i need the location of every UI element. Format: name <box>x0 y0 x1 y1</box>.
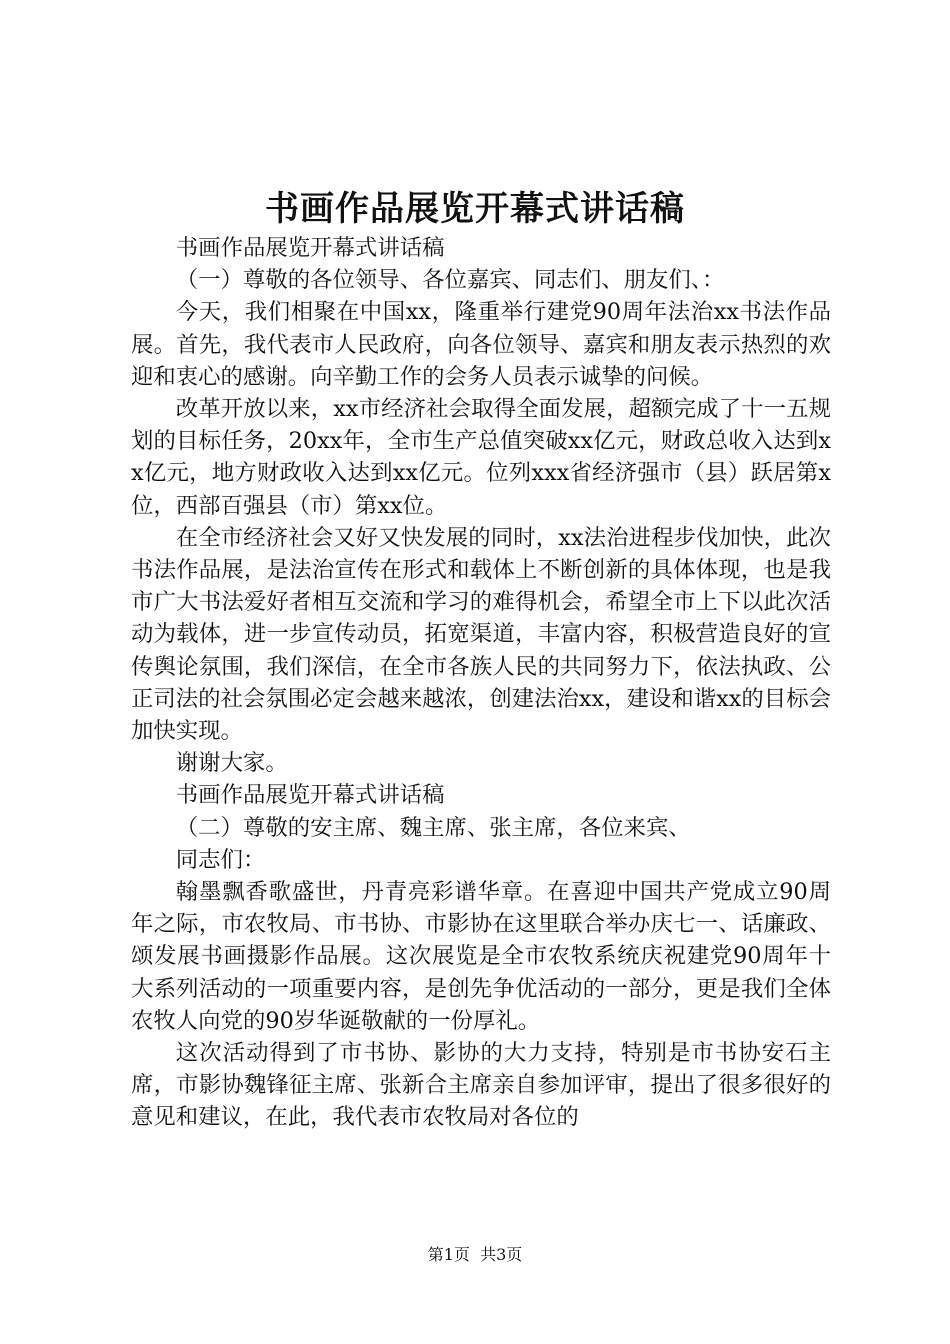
paragraph: 同志们： <box>175 846 266 873</box>
paragraph: 在全市经济社会又好又快发展的同时，xx法治进程步伐加快，此次书法作品展，是法治宣传在形式和载体上不断创新的具体体现，也是我市广大书法爱好者相互交流和学习的难得机会，希望全市上下以此次活动为载体，进一步宣传动员，拓宽渠道，丰富内容，积极营造良好的宣传舆论氛围，我们深信，在全市各族人民的共同努力下，依法执政、公正司法的社会氛围必定会越来越浓，创建法治xx，建设和谐xx的目标会加快实现。 <box>131 524 831 745</box>
paragraph: 改革开放以来，xx市经济社会取得全面发展，超额完成了十一五规划的目标任务，20xx年，全市生产总值突破xx亿元，财政总收入达到xx亿元，地方财政收入达到xx亿元。位列xxx省经济强市（县）跃居第x位，西部百强县（市）第xx位。 <box>131 396 831 519</box>
document-body <box>131 232 831 1134</box>
document-title: 书画作品展览开幕式讲话稿 <box>265 189 685 229</box>
page-number: 第1页 <box>427 1245 470 1264</box>
paragraph: 翰墨飘香歌盛世，丹青亮彩谱华章。在喜迎中国共产党成立90周年之际，市农牧局、市书协、市影协在这里联合举办庆七一、话廉政、颂发展书画摄影作品展。这次展览是全市农牧系统庆祝建党90周年十大系列活动的一项重要内容，是创先争优活动的一部分，更是我们全体农牧人向党的90岁华诞敬献的一份厚礼。 <box>131 879 831 1034</box>
paragraph: 今天，我们相聚在中国xx，隆重举行建党90周年法治xx书法作品展。首先，我代表市人民政府，向各位领导、嘉宾和朋友表示热烈的欢迎和衷心的感谢。向辛勤工作的会务人员表示诚挚的问候。 <box>131 299 831 390</box>
paragraph: 书画作品展览开幕式讲话稿 <box>175 235 445 261</box>
paragraph: 书画作品展览开幕式讲话稿 <box>175 782 445 809</box>
paragraph: （一）尊敬的各位领导、各位嘉宾、同志们、朋友们、： <box>175 267 725 294</box>
paragraph: （二）尊敬的安主席、魏主席、张主席，各位来宾、 <box>175 814 691 841</box>
paragraph: 谢谢大家。 <box>175 750 288 777</box>
page-total: 共3页 <box>480 1245 523 1264</box>
paragraph: 这次活动得到了市书协、影协的大力支持，特别是市书协安石主席，市影协魏锋征主席、张新合主席亲自参加评审，提出了很多很好的意见和建议，在此，我代表市农牧局对各位的 <box>131 1040 831 1131</box>
page-footer <box>0 1244 950 1266</box>
